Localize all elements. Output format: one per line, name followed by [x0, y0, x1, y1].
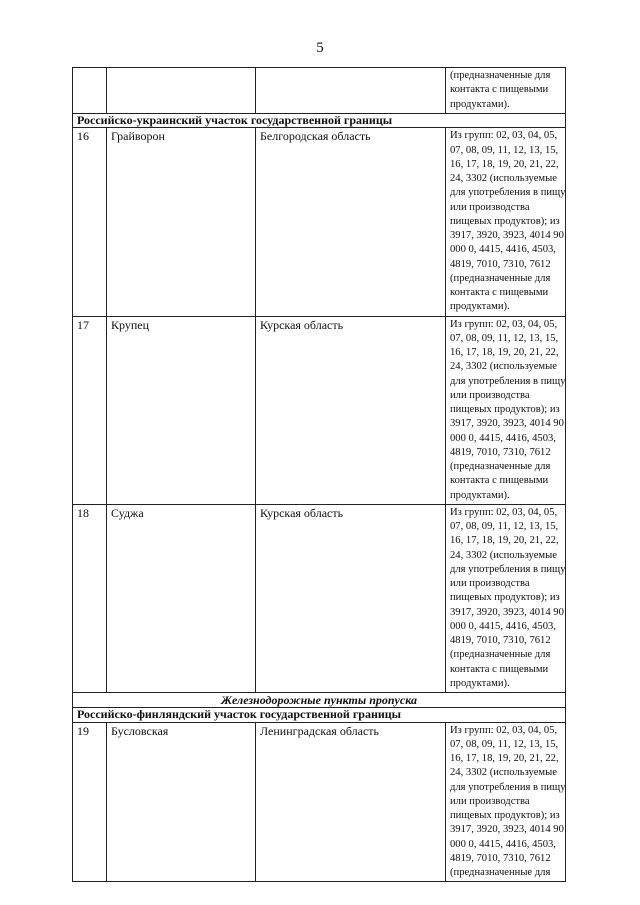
table-row: [73, 504, 566, 692]
goods-line: 000 0, 4415, 4416, 4503,: [450, 620, 556, 632]
goods-line: 4819, 7010, 7310, 7612: [450, 635, 551, 646]
goods-line: контакта с пищевыми: [450, 475, 549, 487]
goods-line: 3917, 3920, 3923, 4014 90: [450, 606, 564, 618]
table-row: [73, 722, 566, 882]
cell-name: Бусловская: [107, 722, 256, 882]
section-ukraine-title: Российско-украинский участок государственной границы: [73, 113, 566, 128]
goods-line: пищевых продуктов); из: [450, 215, 560, 227]
goods-line: 07, 08, 09, 11, 12, 13, 15,: [450, 144, 559, 156]
goods-line: пищевых продуктов); из: [450, 592, 560, 604]
cell-num: [73, 68, 107, 114]
checkpoints-table: [72, 67, 566, 882]
goods-line: пищевых продуктов); из: [450, 404, 560, 415]
goods-line: Из групп: 02, 03, 04, 05,: [450, 506, 558, 518]
goods-line: 000 0, 4415, 4416, 4503,: [450, 432, 556, 444]
goods-line: 24, 3302 (используемые: [450, 173, 557, 184]
cell-region: Белгородская область: [256, 128, 446, 316]
table-row: [73, 316, 566, 504]
goods-line: Из групп: 02, 03, 04, 05,: [450, 318, 558, 330]
section-ukraine-row: [73, 113, 566, 128]
goods-line: для употребления в пищу: [450, 375, 566, 387]
goods-line: 16, 17, 18, 19, 20, 21, 22,: [450, 535, 559, 547]
page-number: 5: [316, 40, 324, 56]
cell-num: 19: [73, 722, 107, 882]
goods-line: 3917, 3920, 3923, 4014 90: [450, 824, 564, 836]
goods-line: для употребления в пищу: [450, 187, 566, 199]
goods-line: 3917, 3920, 3923, 4014 90: [450, 230, 564, 241]
rail-checkpoints-header-row: [73, 693, 566, 708]
table-row-continuation: [73, 68, 566, 114]
goods-line: 16, 17, 18, 19, 20, 21, 22,: [450, 158, 559, 170]
goods-line: продуктами).: [450, 301, 510, 313]
goods-line: (предназначенные для: [450, 70, 551, 81]
goods-line: контакта с пищевыми: [450, 663, 549, 675]
goods-line: 3917, 3920, 3923, 4014 90: [450, 418, 564, 430]
goods-line: 07, 08, 09, 11, 12, 13, 15,: [450, 521, 559, 532]
cell-goods: [446, 128, 566, 316]
goods-line: контакта с пищевыми: [450, 287, 549, 298]
goods-line: 24, 3302 (используемые: [450, 549, 557, 561]
goods-line: 4819, 7010, 7310, 7612: [450, 446, 551, 458]
goods-line: 24, 3302 (используемые: [450, 361, 557, 373]
goods-line: Из групп: 02, 03, 04, 05,: [450, 130, 558, 142]
cell-name: [107, 68, 256, 114]
cell-region: Курская область: [256, 504, 446, 692]
cell-num: 16: [73, 128, 107, 316]
goods-line: 16, 17, 18, 19, 20, 21, 22,: [450, 347, 559, 358]
goods-line: или производства: [450, 578, 530, 589]
cell-goods: [446, 722, 566, 882]
section-finland-title: Российско-финляндский участок государственной границы: [73, 708, 566, 723]
section-finland-row: [73, 708, 566, 723]
cell-region: Курская область: [256, 316, 446, 504]
cell-name: Крупец: [107, 316, 256, 504]
cell-num: 17: [73, 316, 107, 504]
goods-line: для употребления в пищу: [450, 781, 566, 793]
goods-line: 07, 08, 09, 11, 12, 13, 15,: [450, 332, 559, 344]
cell-goods: [446, 504, 566, 692]
cell-region: [256, 68, 446, 114]
goods-line: или производства: [450, 795, 530, 807]
goods-line: для употребления в пищу: [450, 563, 566, 575]
cell-num: 18: [73, 504, 107, 692]
goods-line: 24, 3302 (используемые: [450, 767, 557, 779]
goods-line: (предназначенные для: [450, 461, 551, 472]
goods-line: (предназначенные для: [450, 272, 551, 284]
goods-line: 4819, 7010, 7310, 7612: [450, 852, 551, 864]
goods-line: (предназначенные для: [450, 649, 551, 661]
goods-line: 000 0, 4415, 4416, 4503,: [450, 838, 556, 850]
goods-line: продуктами).: [450, 98, 510, 110]
goods-line: продуктами).: [450, 489, 510, 501]
cell-goods: [446, 68, 566, 114]
goods-line: 07, 08, 09, 11, 12, 13, 15,: [450, 738, 559, 750]
goods-line: пищевых продуктов); из: [450, 810, 560, 821]
cell-name: Грайворон: [107, 128, 256, 316]
goods-line: Из групп: 02, 03, 04, 05,: [450, 724, 558, 736]
goods-line: продуктами).: [450, 677, 510, 689]
goods-line: или производства: [450, 201, 530, 213]
cell-region: Ленинградская область: [256, 722, 446, 882]
goods-line: (предназначенные для: [450, 867, 551, 878]
goods-line: 000 0, 4415, 4416, 4503,: [450, 244, 556, 256]
goods-line: 16, 17, 18, 19, 20, 21, 22,: [450, 753, 559, 764]
cell-goods: [446, 316, 566, 504]
goods-line: контакта с пищевыми: [450, 84, 549, 96]
goods-line: или производства: [450, 389, 530, 401]
goods-line: 4819, 7010, 7310, 7612: [450, 258, 551, 270]
rail-checkpoints-header: Железнодорожные пункты пропуска: [73, 693, 566, 708]
cell-name: Суджа: [107, 504, 256, 692]
table-row: [73, 128, 566, 316]
